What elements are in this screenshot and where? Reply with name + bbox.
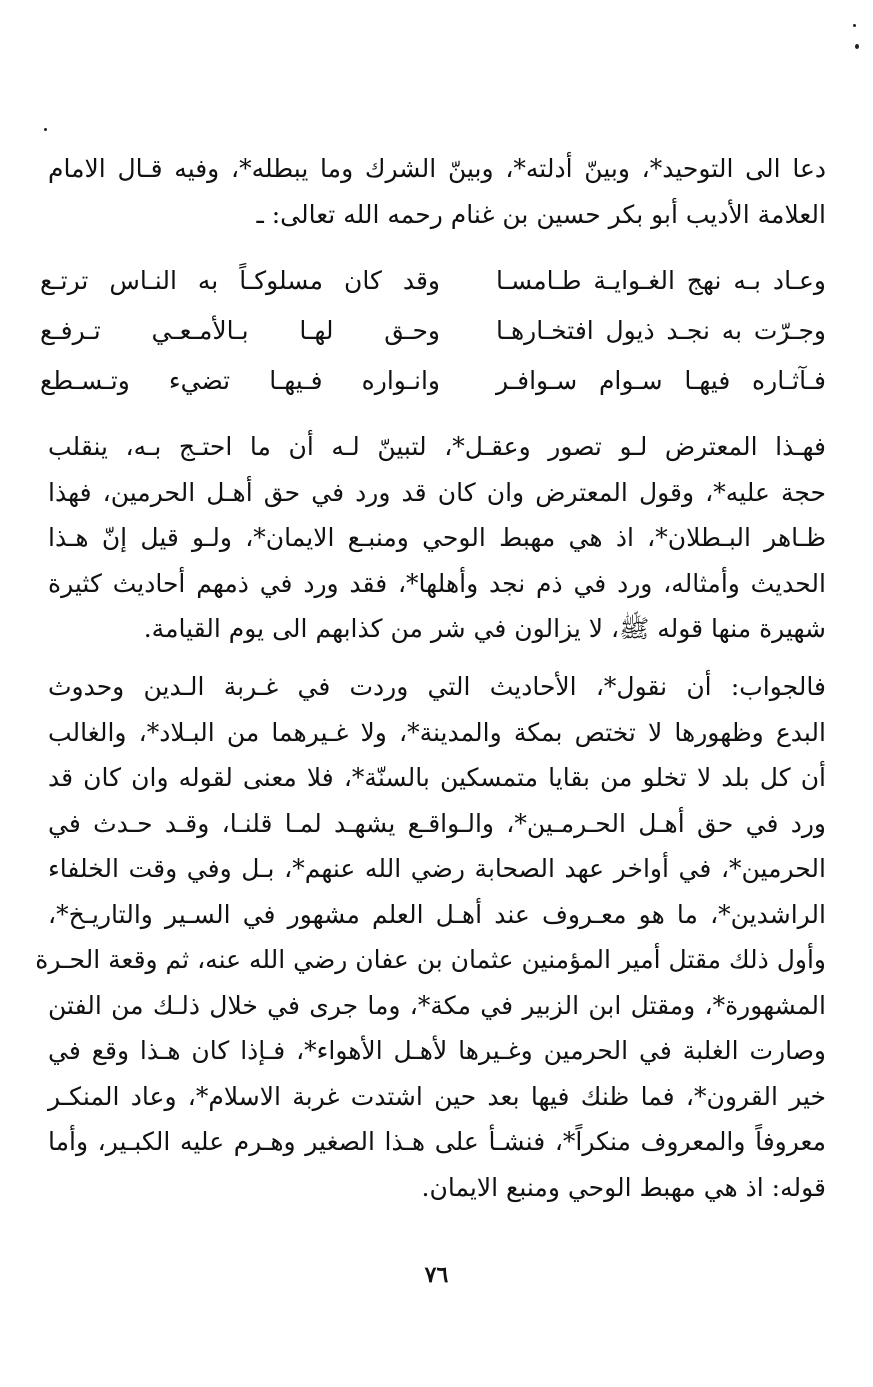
text-line: خير القرون*، فما ظنك فيها بعد حين اشتدت غربة الاسلام*، وعاد المنكـر (48, 1081, 826, 1111)
text-line: قوله: اذ هي مهبط الوحي ومنبع الايمان. (421, 1172, 826, 1202)
verse-second-hemistich: وقد كان مسلوكـاً به النـاس ترتـع (40, 266, 440, 295)
verse-second-hemistich: وحـق لهـا بـالأمـعـي تـرفـع (40, 316, 440, 345)
text-line: الحديث وأمثاله، ورد في ذم نجد وأهلها*، فقد ورد في ذمهم أحاديث كثيرة (48, 568, 826, 598)
paragraph-objector (48, 424, 826, 652)
text-line: معروفاً والمعروف منكراً*، فنشـأ على هـذا الصغير وهـرم عليه الكبـير، وأما (48, 1127, 826, 1156)
text-line: المشهورة*، ومقتل ابن الزبير في مكة*، وما جرى في خلال ذلـك من الفتن (48, 990, 826, 1020)
print-speck (44, 128, 47, 131)
text-line: الراشدين*، ما هو معـروف عند أهـل العلم مشهور في السـير والتاريـخ*، (48, 899, 826, 929)
verse-first-hemistich: وجـرّت به نجـد ذيول افتخـارهـا (496, 316, 826, 345)
text-line: وصارت الغلبة في الحرمين وغـيرها لأهـل الأهواء*، فـإذا كان هـذا وقع في (48, 1036, 826, 1065)
poem-verse (40, 306, 826, 356)
text-line: فهـذا المعترض لـو تصور وعقـل*، لتبينّ لـه أن ما احتـج بـه، ينقلب (48, 432, 826, 461)
text-line: البدع وظهورها لا تختص بمكة والمدينة*، ولا غـيرهما من البـلاد*، والغالب (48, 717, 826, 747)
text-line: وأول ذلك مقتل أمير المؤمنين عثمان بن عفان رضي الله عنه، ثم وقعة الحـرة (35, 945, 826, 974)
text-line: الحرمين*، في أواخر عهد الصحابة رضي الله عنهم*، بـل وفي وقت الخلفاء (48, 854, 826, 883)
text-line: ظـاهر البـطلان*، اذ هي مهبط الوحي ومنبـع الايمان*، ولـو قيل إنّ هـذا (48, 523, 826, 552)
text-line: أن كل بلد لا تخلو من بقايا متمسكين بالسنّة*، فلا معنى لقوله وان كان قد (48, 763, 826, 792)
verse-second-hemistich: وانـواره فـيهـا تضيء وتـسـطع (40, 366, 440, 395)
page-number: ٧٦ (424, 1262, 449, 1288)
paragraph-answer (35, 664, 826, 1210)
text-line: العلامة الأديب أبو بكر حسين بن غنام رحمه الله تعالى: ـ (256, 199, 826, 229)
text-line: دعا الى التوحيد*، وبينّ أدلته*، وبينّ الشرك وما يبطله*، وفيه قـال الامام (48, 154, 826, 183)
text-line: ورد في حق أهـل الحـرمـين*، والـواقـع يشهـد لمـا قلنـا، وقـد حـدث في (48, 808, 826, 838)
intro-paragraph (48, 146, 826, 237)
text-line: حجة عليه*، وقول المعترض وان كان قد ورد في حق أهـل الحرمين، فهذا (48, 477, 826, 507)
verse-first-hemistich: وعـاد بـه نهج الغـوايـة طـامسـا (496, 266, 826, 295)
verse-first-hemistich: فـآثـاره فيهـا سـوام سـوافـر (496, 366, 826, 395)
print-speck (855, 44, 859, 49)
text-line: شهيرة منها قوله ﷺ، لا يزالون في شر من كذابهم الى يوم القيامة. (143, 614, 826, 643)
text-line: فالجواب: أن نقول*، الأحاديث التي وردت في غـربة الـدين وحدوث (48, 672, 826, 701)
poem (40, 256, 826, 406)
print-speck (853, 24, 856, 27)
poem-verse (40, 256, 826, 306)
poem-verse (40, 356, 826, 406)
